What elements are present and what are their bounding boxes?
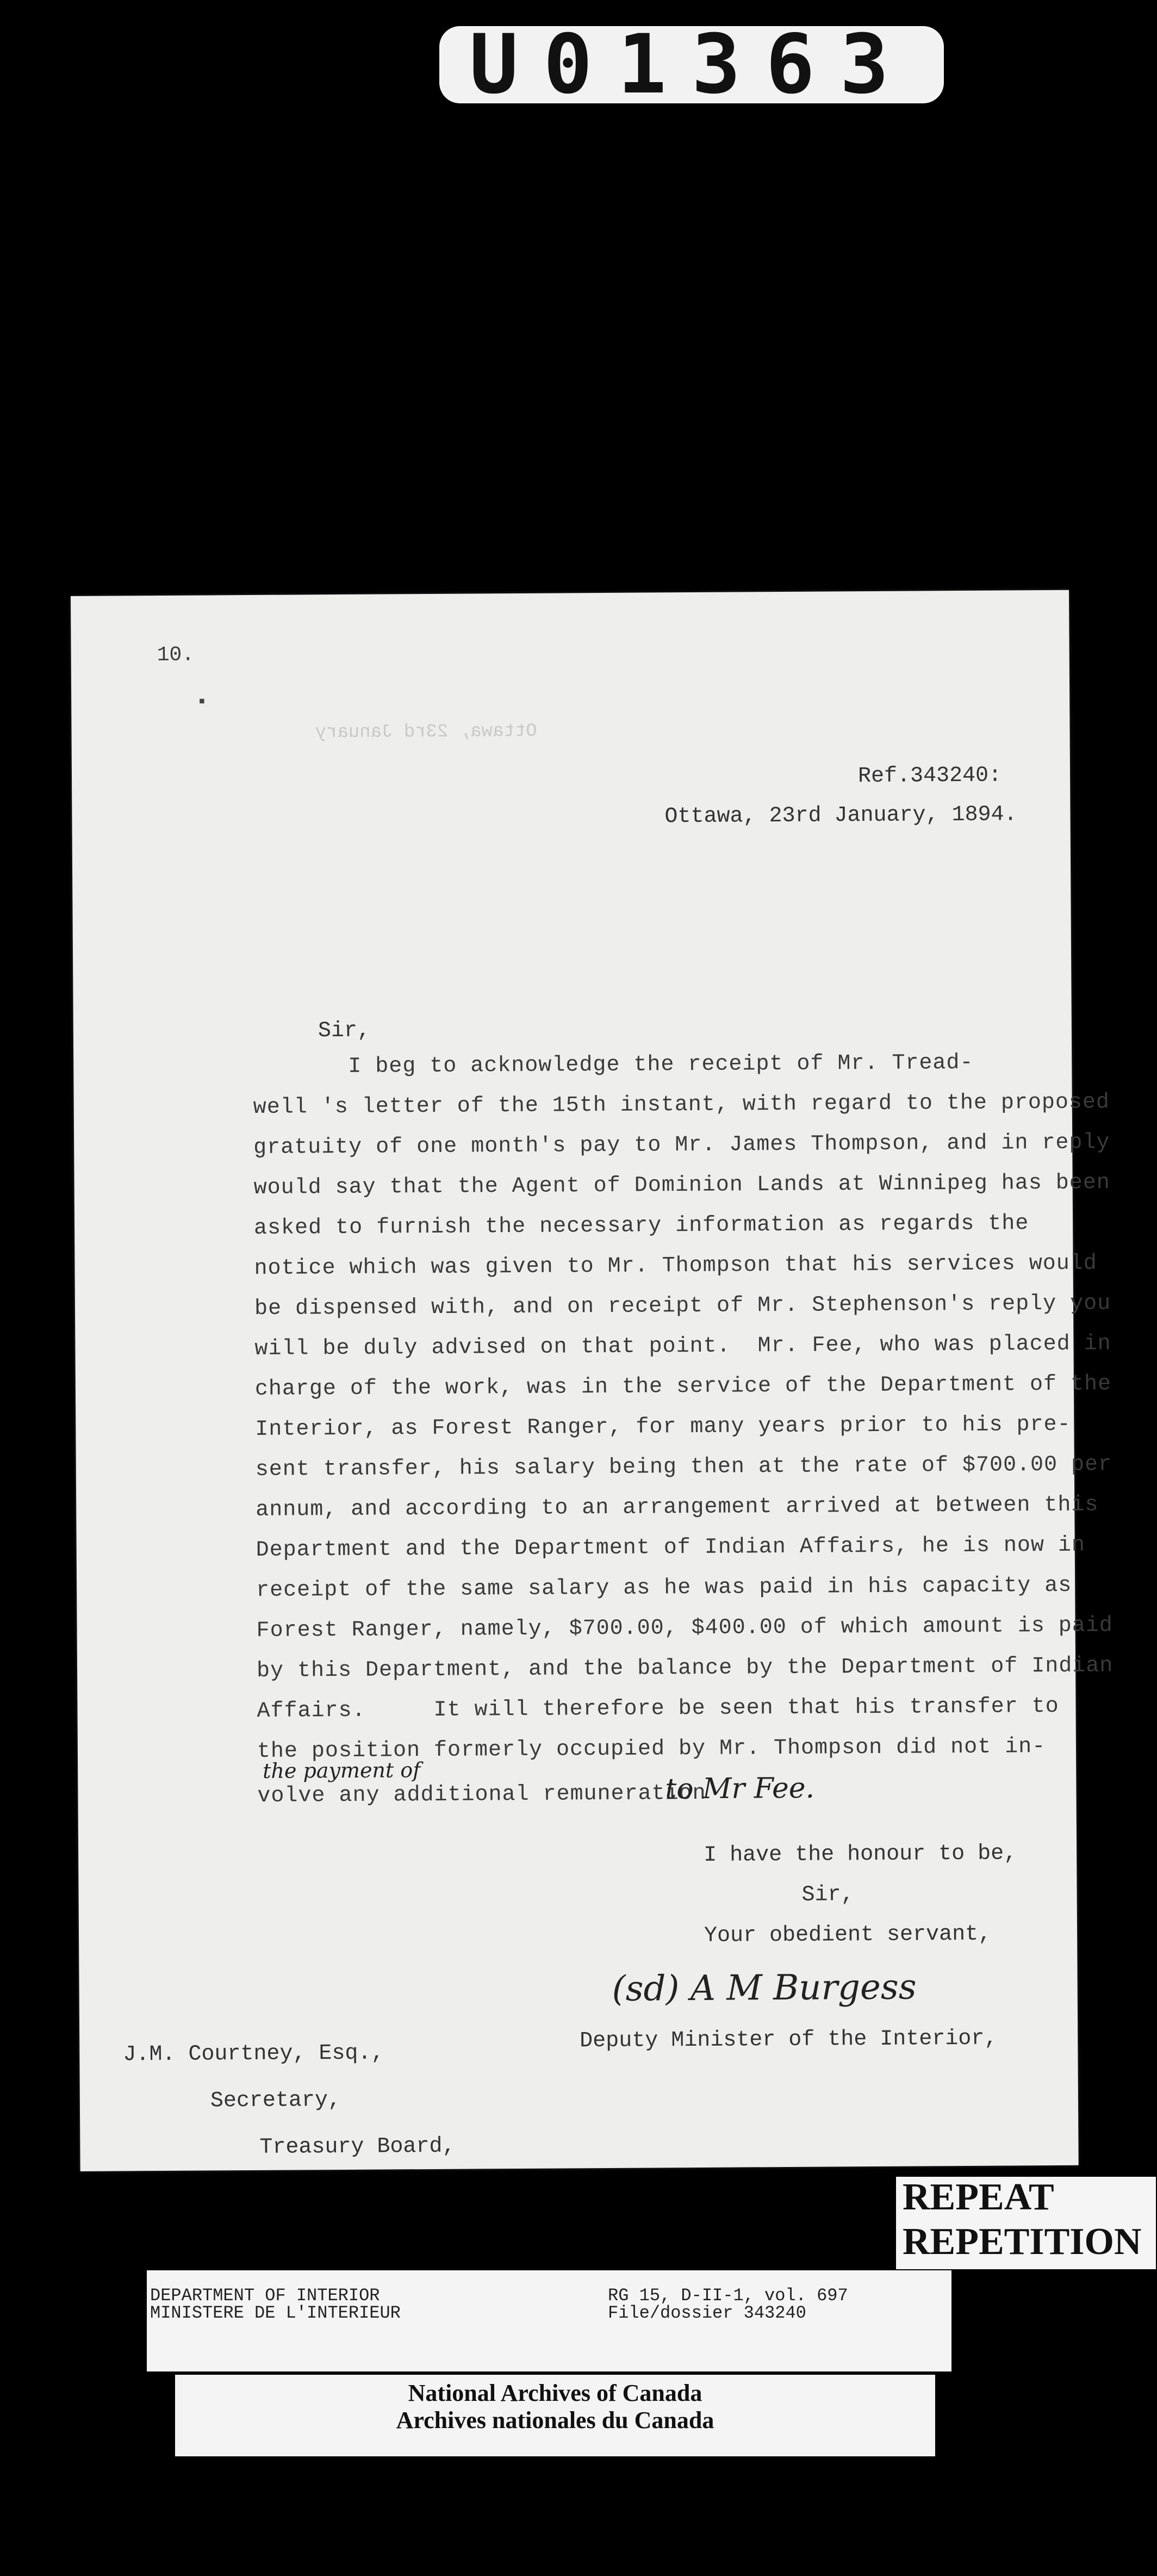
body-line: Forest Ranger, namely, $700.00, $400.00 of which amount is paid [256,1613,1113,1643]
body-line: would say that the Agent of Dominion Lands at Winnipeg has been [253,1171,1111,1200]
closing-line: Sir, [801,1883,854,1908]
addressee-line: Secretary, [210,2088,341,2114]
body-line: charge of the work, was in the service of the Department of the [254,1372,1112,1402]
reel-number: U01363 [469,17,914,112]
bleed-through-text: Ottawa, 23rd January [315,721,537,744]
department-fr: MINISTERE DE L'INTERIEUR [150,2303,401,2323]
body-line: well 's letter of the 15th instant, with regard to the proposed [253,1090,1110,1120]
body-line: be dispensed with, and on receipt of Mr. Stephenson's reply you [254,1291,1111,1321]
ink-mark: ▪ [196,692,208,713]
handwritten-addition: to Mr Fee. [665,1772,815,1806]
body-line: will be duly advised on that point. Mr. Fee, who was placed in [254,1332,1111,1361]
document-id: 10. [157,643,195,667]
salutation: Sir, [318,1018,371,1044]
addressee-line: J.M. Courtney, Esq., [123,2041,384,2067]
stamp-line: REPETITION [903,2221,1142,2263]
handwritten-insertion: the payment of [263,1758,421,1783]
department-en: DEPARTMENT OF INTERIOR [150,2286,380,2306]
archives-name-en: National Archives of Canada [408,2380,702,2406]
letter-page [71,590,1114,2171]
signatory-title: Deputy Minister of the Interior, [580,2026,998,2054]
body-line: Interior, as Forest Ranger, for many years prior to his pre- [255,1412,1071,1442]
record-group: RG 15, D-II-1, vol. 697 [608,2286,848,2306]
archives-name-fr: Archives nationales du Canada [396,2407,714,2433]
body-line: I beg to acknowledge the receipt of Mr. Tread- [253,1050,974,1080]
signature: (sd) A M Burgess [612,1967,917,2009]
body-line: receipt of the same salary as he was paid in his capacity as [256,1573,1072,1603]
closing-line: Your obedient servant, [704,1922,992,1948]
stamp-line: REPEAT [903,2176,1054,2218]
body-line: by this Department, and the balance by the Department of Indian [256,1654,1114,1683]
body-line: volve any additional remuneration [257,1781,706,1809]
body-line: gratuity of one month's pay to Mr. James Thompson, and in reply [253,1130,1110,1160]
body-line: the position formerly occupied by Mr. Thompson did not in- [257,1735,1046,1764]
addressee-line: Treasury Board, [259,2134,456,2160]
body-line: Department and the Department of Indian Affairs, he is now in [256,1533,1086,1563]
letter-date: Ottawa, 23rd January, 1894. [664,802,1017,829]
body-line: sent transfer, his salary being then at the rate of $700.00 per [255,1452,1112,1482]
file-number: File/dossier 343240 [608,2303,806,2323]
closing-line: I have the honour to be, [704,1841,1017,1868]
body-line: asked to furnish the necessary information as regards the [253,1211,1029,1241]
reference-number: Ref.343240: [857,763,1002,789]
body-line: annum, and according to an arrangement arrived at between this [256,1493,1099,1522]
body-line: Affairs. It will therefore be seen that his transfer to [257,1694,1059,1724]
body-line: notice which was given to Mr. Thompson that his services would [254,1251,1097,1281]
